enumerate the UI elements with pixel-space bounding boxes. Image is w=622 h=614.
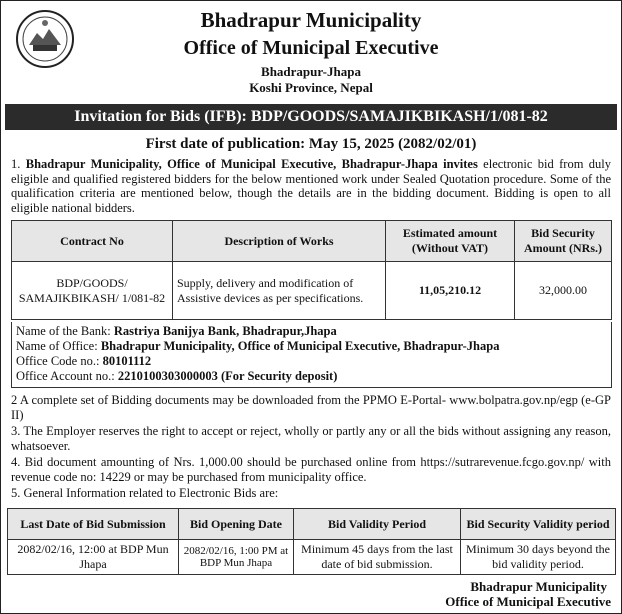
col-last-date: Last Date of Bid Submission: [8, 509, 179, 540]
code-value: 80101112: [102, 354, 152, 368]
table-row: [12, 262, 612, 320]
col-opening-date: Bid Opening Date: [179, 509, 294, 540]
location-text: Bhadrapur-Jhapa: [261, 64, 361, 79]
bank-label: Name of the Bank:: [16, 324, 114, 338]
account-value: 2210100303000003 (For Security deposit): [117, 369, 338, 383]
office-value: Bhadrapur Municipality, Office of Municipal Executive, Bhadrapur-Jhapa: [100, 339, 500, 353]
para1-text: electronic bid from duly eligible and qualified registered bidders for the below mentioned work under Sealed Quotation procedure. Some of the qualification criteria are mentioned below, though the details are in the bidding document. Bidding is open to all eligible national bidders.: [11, 157, 612, 215]
cell-validity: Minimum 45 days from the last date of bid submission.: [294, 540, 461, 575]
table-header-row: [8, 509, 616, 540]
cell-security-validity: Minimum 30 days beyond the bid validity period.: [461, 540, 616, 575]
publication-date: First date of publication: May 15, 2025 (2082/02/01): [145, 136, 477, 152]
col-security-validity: Bid Security Validity period: [461, 509, 616, 540]
col-security: Bid Security Amount (NRs.): [515, 221, 612, 262]
cell-last-date: 2082/02/16, 12:00 at BDP Mun Jhapa: [8, 540, 179, 575]
cell-estimate: 11,05,210.12: [386, 262, 515, 320]
code-line: [16, 354, 607, 369]
cell-contract: BDP/GOODS/ SAMAJIKBIKASH/ 1/081-82: [12, 262, 173, 320]
org-title: Bhadrapur Municipality: [200, 8, 422, 32]
ifb-banner: Invitation for Bids (IFB): BDP/GOODS/SAMAJIKBIKASH/1/081-82: [5, 104, 617, 130]
para1-number: 1.: [11, 157, 21, 171]
cell-security: 32,000.00: [515, 262, 612, 320]
cell-opening-date: 2082/02/16, 1:00 PM at BDP Mun Jhapa: [179, 540, 294, 575]
paragraph-3: 3. The Employer reserves the right to accept or reject, wholly or partly any or all the bids without assigning any reason, whatsoever.: [11, 424, 611, 453]
office-line: [16, 339, 607, 354]
col-estimate: Estimated amount (Without VAT): [386, 221, 515, 262]
office-title: Office of Municipal Executive: [183, 37, 439, 59]
account-label: Office Account no.:: [16, 369, 118, 383]
table-row: [8, 540, 616, 575]
paragraph-2: 2 A complete set of Bidding documents may be downloaded from the PPMO E-Portal- www.bolpatra.gov.np/egp (e-GP II): [11, 393, 611, 422]
bid-info-table: [7, 508, 616, 575]
bank-value: Rastriya Banijya Bank, Bhadrapur,Jhapa: [113, 324, 337, 338]
col-description: Description of Works: [173, 221, 386, 262]
col-validity: Bid Validity Period: [294, 509, 461, 540]
footer-org: Bhadrapur Municipality: [470, 579, 607, 594]
bank-details: [11, 322, 612, 388]
office-label: Name of Office:: [16, 339, 101, 353]
paragraph-4: 4. Bid document amounting of Nrs. 1,000.00 should be purchased online from https://sutrarevenue.fcgo.gov.np/ with revenue code no: 14229 or may be purchased from municipality office.: [11, 455, 611, 484]
table-header-row: [12, 221, 612, 262]
cell-description: Supply, delivery and modification of Assistive devices as per specifications.: [173, 262, 386, 320]
paragraph-5: 5. General Information related to Electronic Bids are:: [11, 486, 279, 500]
province-text: Koshi Province, Nepal: [249, 80, 373, 95]
para1-bold: Bhadrapur Municipality, Office of Municipal Executive, Bhadrapur-Jhapa invites: [25, 157, 478, 171]
bank-line: [16, 324, 607, 339]
col-contract-no: Contract No: [12, 221, 173, 262]
footer-office: Office of Municipal Executive: [445, 594, 611, 609]
contract-table: [11, 220, 612, 320]
paragraph-1: [11, 157, 611, 215]
code-label: Office Code no.:: [16, 354, 103, 368]
account-line: [16, 369, 607, 384]
